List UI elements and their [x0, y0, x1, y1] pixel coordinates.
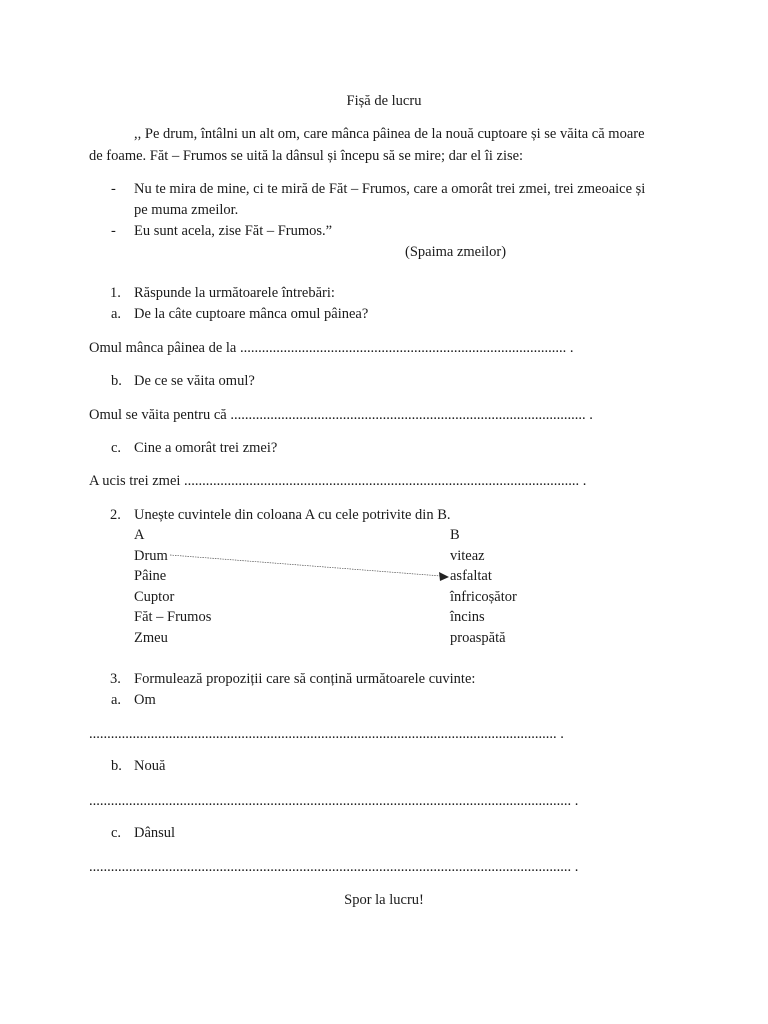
- dialog-line: Nu te mira de mine, ci te miră de Făt – Frumos, care a omorât trei zmei, trei zmeoaice și: [134, 181, 646, 197]
- subquestion-letter: c.: [111, 440, 122, 456]
- column-b-header: B: [450, 527, 460, 543]
- subquestion-letter: a.: [111, 306, 122, 322]
- column-a-header: A: [134, 527, 145, 543]
- subquestion-text: De la câte cuptoare mânca omul pâinea?: [134, 306, 369, 322]
- subquestion-letter: b.: [111, 373, 122, 389]
- question-text: Formulează propoziții care să conțină următoarele cuvinte:: [134, 671, 476, 687]
- column-b-word[interactable]: înfricoșător: [450, 589, 517, 605]
- closing-text: Spor la lucru!: [344, 892, 424, 908]
- page-title: Fișă de lucru: [346, 93, 422, 109]
- question-number: 2.: [110, 507, 121, 523]
- dialog-dash: -: [111, 223, 116, 239]
- column-a-word[interactable]: Zmeu: [134, 630, 168, 646]
- column-a-word[interactable]: Făt – Frumos: [134, 609, 212, 625]
- column-a-word[interactable]: Pâine: [134, 568, 167, 584]
- subquestion-text: Cine a omorât trei zmei?: [134, 440, 278, 456]
- answer-line[interactable]: A ucis trei zmei ............................................................................................................. .: [89, 473, 587, 489]
- column-b-word[interactable]: asfaltat: [450, 568, 492, 584]
- answer-line[interactable]: ..................................................................................................................................... .: [89, 859, 579, 875]
- column-a-word[interactable]: Drum: [134, 548, 168, 564]
- target-word: Om: [134, 692, 156, 708]
- subquestion-letter: a.: [111, 692, 122, 708]
- answer-line[interactable]: Omul se văita pentru că .................................................................................................. .: [89, 407, 593, 423]
- question-number: 1.: [110, 285, 121, 301]
- target-word: Nouă: [134, 758, 166, 774]
- passage-source: (Spaima zmeilor): [405, 244, 507, 260]
- answer-line[interactable]: ................................................................................................................................. .: [89, 726, 564, 742]
- column-a-word[interactable]: Cuptor: [134, 589, 175, 605]
- question-text: Răspunde la următoarele întrebări:: [134, 285, 335, 301]
- subquestion-text: De ce se văita omul?: [134, 373, 255, 389]
- column-b-word[interactable]: încins: [450, 609, 485, 625]
- question-number: 3.: [110, 671, 121, 687]
- answer-line[interactable]: Omul mânca pâinea de la .......................................................................................... .: [89, 340, 574, 356]
- target-word: Dânsul: [134, 825, 176, 841]
- subquestion-letter: b.: [111, 758, 122, 774]
- dialog-line: Eu sunt acela, zise Făt – Frumos.”: [134, 223, 333, 239]
- column-b-word[interactable]: proaspătă: [450, 630, 506, 646]
- subquestion-letter: c.: [111, 825, 122, 841]
- dialog-dash: -: [111, 181, 116, 197]
- passage-line: ,, Pe drum, întâlni un alt om, care mânca pâinea de la nouă cuptoare și se văita că moare: [134, 126, 645, 142]
- answer-line[interactable]: ..................................................................................................................................... .: [89, 793, 579, 809]
- column-b-word[interactable]: viteaz: [450, 548, 485, 564]
- question-text: Unește cuvintele din coloana A cu cele potrivite din B.: [134, 507, 451, 523]
- dialog-line: pe muma zmeilor.: [134, 202, 239, 218]
- passage-line: de foame. Făt – Frumos se uită la dânsul și începu să se mire; dar el îi zise:: [89, 148, 524, 164]
